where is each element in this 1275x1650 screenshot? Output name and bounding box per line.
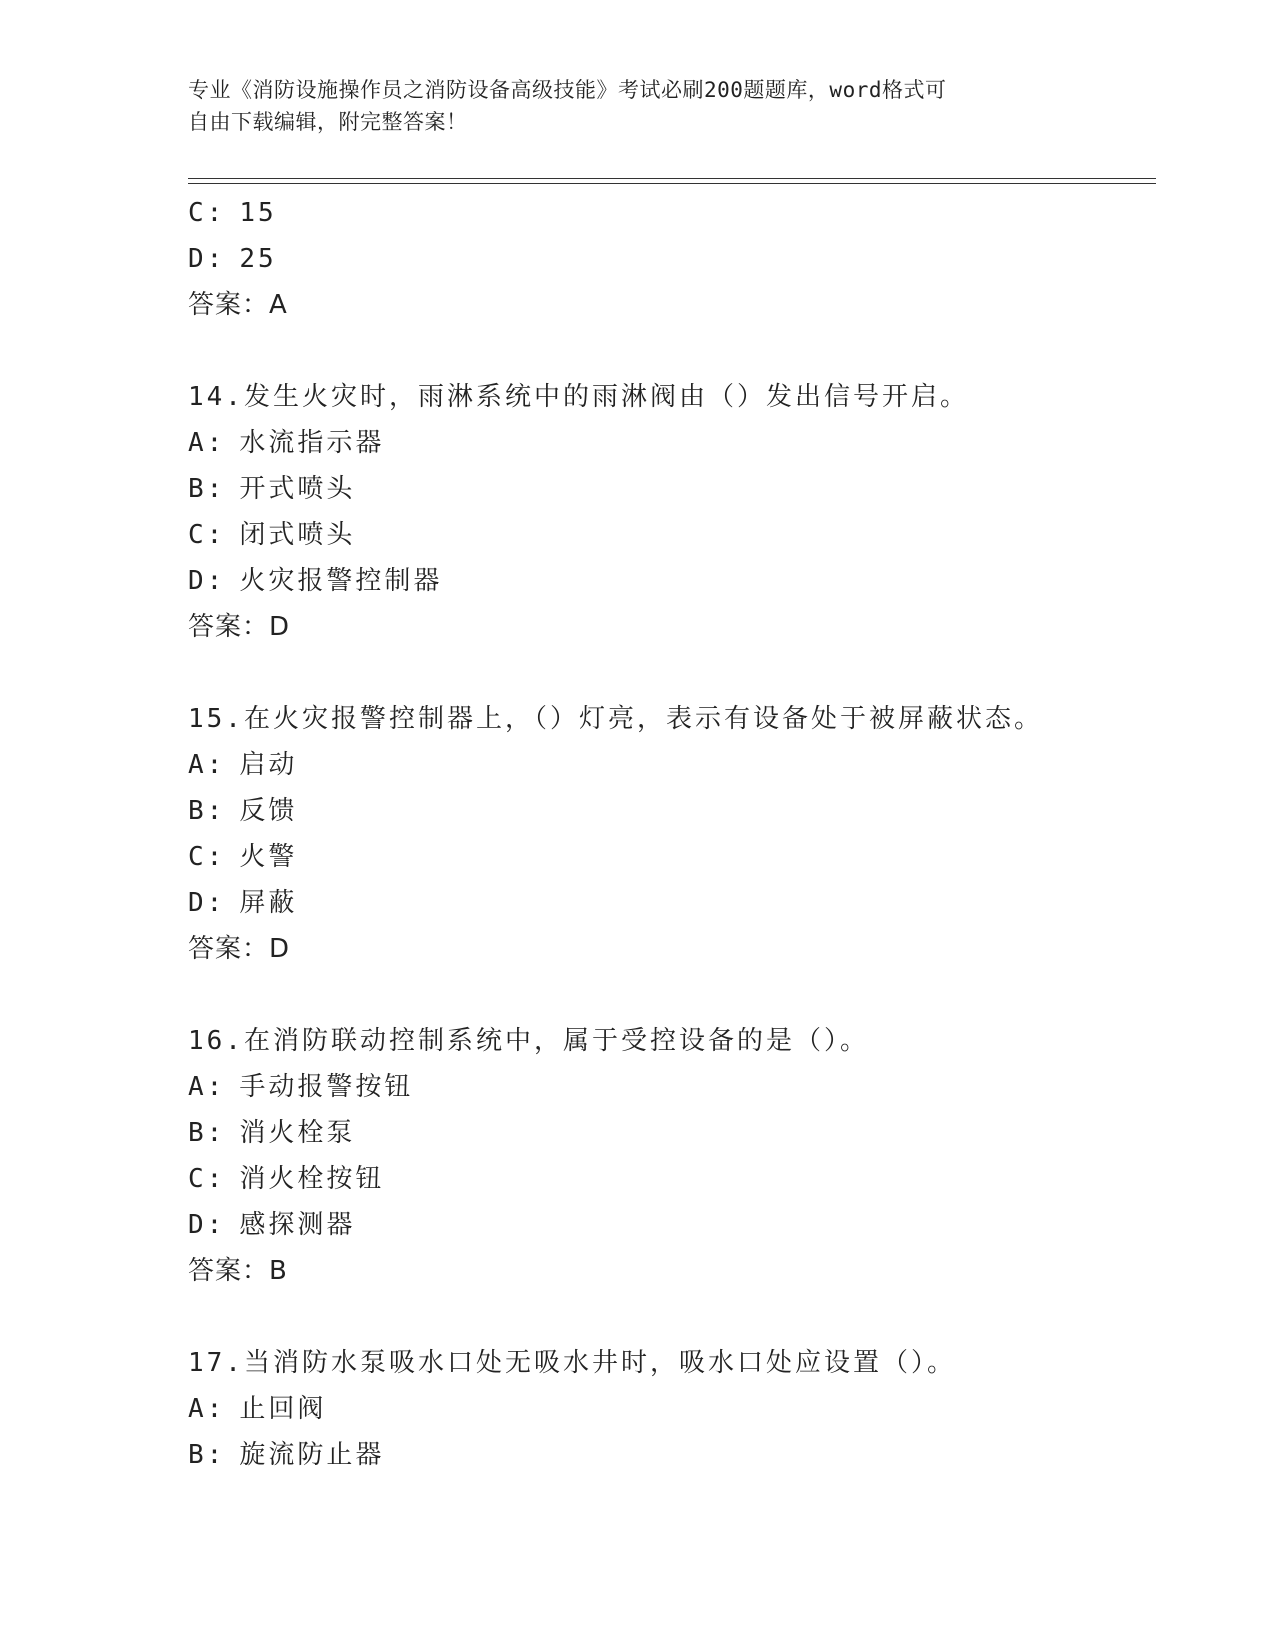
header-line-1: 专业《消防设施操作员之消防设备高级技能》考试必刷200题题库，word格式可	[188, 78, 947, 102]
answer-line: 答案：B	[188, 1256, 288, 1286]
option-text: 15	[239, 198, 277, 228]
option-label: B:	[188, 796, 226, 826]
option-row	[188, 742, 1148, 788]
option-label: A:	[188, 1394, 226, 1424]
question-stem: 17.当消防水泵吸水口处无吸水井时，吸水口处应设置（）。	[188, 1348, 956, 1378]
option-label: A:	[188, 428, 226, 458]
option-label: D:	[188, 244, 226, 274]
question-14	[188, 374, 1148, 650]
option-text: 止回阀	[239, 1394, 327, 1424]
option-text: 手动报警按钮	[239, 1072, 414, 1102]
option-label: B:	[188, 1118, 226, 1148]
option-text: 屏蔽	[239, 888, 298, 918]
option-row	[188, 512, 1148, 558]
header-divider-bottom	[188, 183, 1156, 184]
option-row	[188, 1156, 1148, 1202]
header-line-2: 自由下载编辑，附完整答案！	[188, 110, 468, 134]
option-label: C:	[188, 1164, 226, 1194]
header-divider-top	[188, 178, 1156, 179]
question-partial	[188, 190, 1148, 328]
option-text: 25	[239, 244, 277, 274]
option-row	[188, 558, 1148, 604]
answer-line: 答案：D	[188, 934, 291, 964]
question-stem: 16.在消防联动控制系统中，属于受控设备的是（）。	[188, 1026, 869, 1056]
option-text: 消火栓泵	[239, 1118, 356, 1148]
option-text: 开式喷头	[239, 474, 356, 504]
option-row	[188, 420, 1148, 466]
option-row	[188, 190, 1148, 236]
option-row	[188, 1386, 1148, 1432]
option-text: 消火栓按钮	[239, 1164, 385, 1194]
option-row	[188, 1110, 1148, 1156]
option-label: D:	[188, 888, 226, 918]
option-text: 火灾报警控制器	[239, 566, 443, 596]
option-text: 火警	[239, 842, 298, 872]
question-15	[188, 696, 1148, 972]
question-stem: 14.发生火灾时，雨淋系统中的雨淋阀由（）发出信号开启。	[188, 382, 969, 412]
option-row	[188, 1202, 1148, 1248]
answer-line: 答案：D	[188, 612, 291, 642]
option-label: C:	[188, 198, 226, 228]
option-label: B:	[188, 474, 226, 504]
question-17	[188, 1340, 1148, 1478]
option-row	[188, 788, 1148, 834]
option-label: A:	[188, 1072, 226, 1102]
answer-line: 答案：A	[188, 290, 288, 320]
option-text: 水流指示器	[239, 428, 385, 458]
option-label: A:	[188, 750, 226, 780]
option-label: C:	[188, 842, 226, 872]
option-label: D:	[188, 1210, 226, 1240]
option-text: 闭式喷头	[239, 520, 356, 550]
option-label: D:	[188, 566, 226, 596]
document-header	[188, 74, 1088, 138]
option-label: C:	[188, 520, 226, 550]
option-row	[188, 1064, 1148, 1110]
option-text: 反馈	[239, 796, 298, 826]
option-label: B:	[188, 1440, 226, 1470]
question-16	[188, 1018, 1148, 1294]
option-row	[188, 1432, 1148, 1478]
option-row	[188, 466, 1148, 512]
option-row	[188, 236, 1148, 282]
option-text: 启动	[239, 750, 298, 780]
question-list	[188, 190, 1148, 1478]
option-row	[188, 834, 1148, 880]
option-text: 感探测器	[239, 1210, 356, 1240]
question-stem: 15.在火灾报警控制器上，（）灯亮，表示有设备处于被屏蔽状态。	[188, 704, 1043, 734]
option-text: 旋流防止器	[239, 1440, 385, 1470]
option-row	[188, 880, 1148, 926]
